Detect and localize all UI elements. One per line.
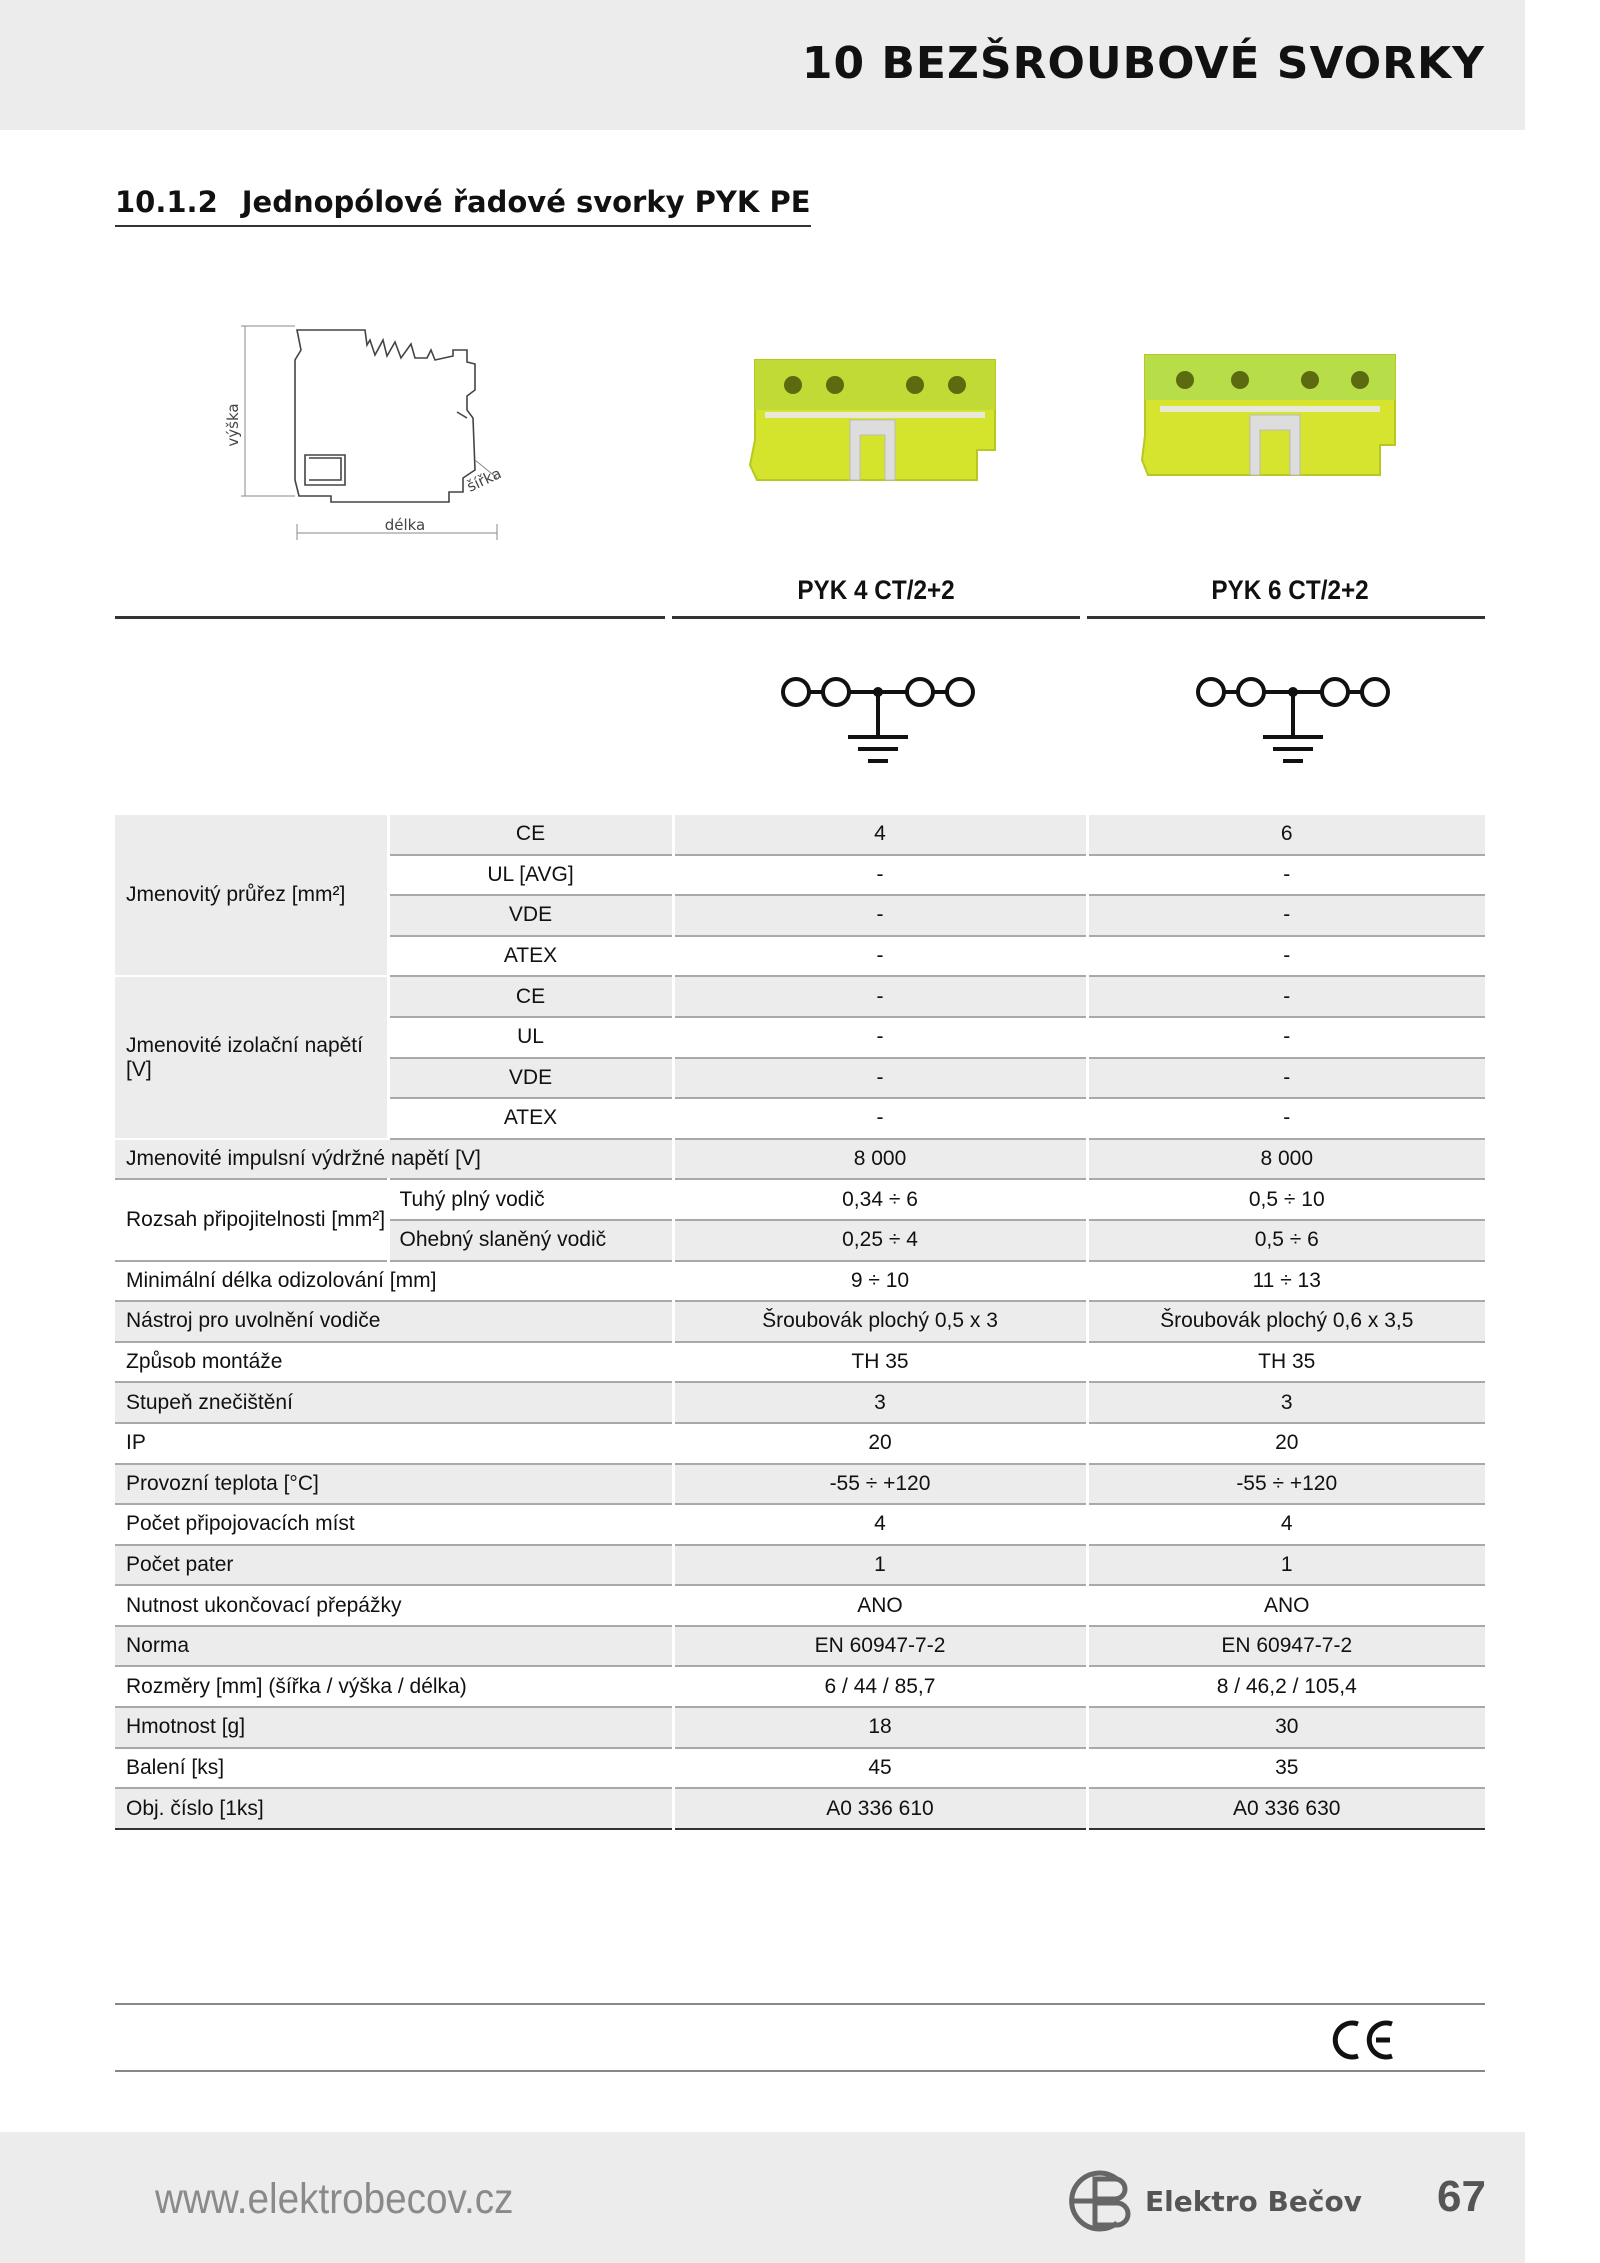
value-pyk4: 4	[673, 1504, 1087, 1545]
height-label: výška	[224, 403, 242, 447]
value-pyk6: -	[1087, 976, 1485, 1017]
row-sublabel: CE	[388, 815, 673, 855]
table-row	[115, 1423, 1485, 1464]
product-photo-pyk4	[745, 340, 1005, 490]
section-number: 10.1.2	[115, 185, 218, 219]
row-sublabel: ATEX	[388, 936, 673, 977]
table-row	[115, 1464, 1485, 1505]
row-label: Počet připojovacích míst	[115, 1504, 673, 1545]
product-name-pyk6: PYK 6 CT/2+2	[1211, 575, 1369, 605]
value-pyk4: Šroubovák plochý 0,5 x 3	[673, 1301, 1087, 1342]
row-label: Obj. číslo [1ks]	[115, 1788, 673, 1829]
value-pyk4: TH 35	[673, 1342, 1087, 1383]
table-row	[115, 1666, 1485, 1707]
certification-rule-bottom	[115, 2070, 1485, 2072]
row-sublabel: ATEX	[388, 1098, 673, 1139]
width-label: šířka	[464, 464, 505, 496]
row-sublabel: Tuhý plný vodič	[388, 1179, 673, 1220]
product-name-pyk4: PYK 4 CT/2+2	[797, 575, 955, 605]
table-row	[115, 1382, 1485, 1423]
value-pyk6: 3	[1087, 1382, 1485, 1423]
specification-table	[115, 815, 1485, 1830]
value-pyk4: 9 ÷ 10	[673, 1261, 1087, 1302]
value-pyk6: 4	[1087, 1504, 1485, 1545]
value-pyk4: 3	[673, 1382, 1087, 1423]
value-pyk6: 1	[1087, 1545, 1485, 1586]
brand-name: Elektro Bečov	[1145, 2184, 1362, 2218]
section-title: Jednopólové řadové svorky PYK PE	[241, 185, 811, 219]
table-row	[115, 1342, 1485, 1383]
value-pyk4: EN 60947-7-2	[673, 1626, 1087, 1667]
row-label: Rozměry [mm] (šířka / výška / délka)	[115, 1666, 673, 1707]
value-pyk6: 6	[1087, 815, 1485, 855]
row-label: Hmotnost [g]	[115, 1707, 673, 1748]
value-pyk4: -	[673, 1058, 1087, 1099]
row-label: Počet pater	[115, 1545, 673, 1586]
value-pyk4: -55 ÷ +120	[673, 1464, 1087, 1505]
chapter-title: 10 BEZŠROUBOVÉ SVORKY	[801, 38, 1485, 89]
value-pyk6: 30	[1087, 1707, 1485, 1748]
row-sublabel: UL [AVG]	[388, 855, 673, 896]
table-row	[115, 1261, 1485, 1302]
table-row	[115, 1139, 1485, 1180]
value-pyk6: ANO	[1087, 1585, 1485, 1626]
value-pyk6: -	[1087, 1058, 1485, 1099]
value-pyk6: 35	[1087, 1748, 1485, 1789]
product-photo-pyk6	[1140, 340, 1400, 490]
value-pyk4: -	[673, 976, 1087, 1017]
page-number: 67	[1437, 2172, 1486, 2221]
value-pyk6: 20	[1087, 1423, 1485, 1464]
value-pyk4: 18	[673, 1707, 1087, 1748]
table-row	[115, 976, 1485, 1017]
value-pyk4: 6 / 44 / 85,7	[673, 1666, 1087, 1707]
value-pyk4: -	[673, 855, 1087, 896]
row-label: Rozsah připojitelnosti [mm²]	[115, 1179, 388, 1260]
value-pyk4: -	[673, 936, 1087, 977]
table-row	[115, 1707, 1485, 1748]
row-sublabel: UL	[388, 1017, 673, 1058]
value-pyk6: A0 336 630	[1087, 1788, 1485, 1829]
value-pyk4: 0,25 ÷ 4	[673, 1220, 1087, 1261]
row-label: Jmenovité izolační napětí [V]	[115, 976, 388, 1138]
value-pyk6: TH 35	[1087, 1342, 1485, 1383]
value-pyk6: 11 ÷ 13	[1087, 1261, 1485, 1302]
ce-mark-icon	[1328, 2018, 1398, 2062]
value-pyk6: 8 000	[1087, 1139, 1485, 1180]
value-pyk4: 0,34 ÷ 6	[673, 1179, 1087, 1220]
row-sublabel: Ohebný slaněný vodič	[388, 1220, 673, 1261]
value-pyk4: 8 000	[673, 1139, 1087, 1180]
table-row	[115, 1545, 1485, 1586]
value-pyk4: 45	[673, 1748, 1087, 1789]
table-row	[115, 1301, 1485, 1342]
row-sublabel: VDE	[388, 895, 673, 936]
value-pyk4: ANO	[673, 1585, 1087, 1626]
row-label: Minimální délka odizolování [mm]	[115, 1261, 673, 1302]
value-pyk4: -	[673, 1017, 1087, 1058]
value-pyk6: -	[1087, 855, 1485, 896]
certification-rule-top	[115, 2003, 1485, 2005]
table-row	[115, 815, 1485, 855]
value-pyk6: 0,5 ÷ 6	[1087, 1220, 1485, 1261]
value-pyk6: 8 / 46,2 / 105,4	[1087, 1666, 1485, 1707]
value-pyk4: -	[673, 895, 1087, 936]
header-rule-left	[115, 616, 665, 619]
value-pyk4: 1	[673, 1545, 1087, 1586]
table-row	[115, 1179, 1485, 1220]
value-pyk6: 0,5 ÷ 10	[1087, 1179, 1485, 1220]
row-label: Jmenovité impulsní výdržné napětí [V]	[115, 1139, 673, 1180]
row-label: Stupeň znečištění	[115, 1382, 673, 1423]
row-label: Provozní teplota [°C]	[115, 1464, 673, 1505]
section-heading	[115, 185, 811, 227]
header-rule-right	[1087, 616, 1485, 619]
header-rule-mid	[672, 616, 1080, 619]
value-pyk6: -	[1087, 1098, 1485, 1139]
value-pyk6: EN 60947-7-2	[1087, 1626, 1485, 1667]
row-sublabel: CE	[388, 976, 673, 1017]
wiring-symbol-pyk6	[1193, 665, 1393, 770]
brand-logo-icon	[1065, 2165, 1137, 2237]
row-sublabel: VDE	[388, 1058, 673, 1099]
table-row	[115, 1504, 1485, 1545]
value-pyk6: -	[1087, 936, 1485, 977]
value-pyk6: -	[1087, 895, 1485, 936]
terminal-dimension-drawing	[205, 300, 615, 545]
row-label: Jmenovitý průřez [mm²]	[115, 815, 388, 976]
table-row	[115, 1585, 1485, 1626]
value-pyk6: Šroubovák plochý 0,6 x 3,5	[1087, 1301, 1485, 1342]
table-row	[115, 1626, 1485, 1667]
table-row	[115, 1748, 1485, 1789]
row-label: Nástroj pro uvolnění vodiče	[115, 1301, 673, 1342]
table-row	[115, 1788, 1485, 1829]
row-label: Balení [ks]	[115, 1748, 673, 1789]
value-pyk6: -55 ÷ +120	[1087, 1464, 1485, 1505]
brand-logo	[1065, 2165, 1362, 2237]
footer-website-link[interactable]: www.elektrobecov.cz	[155, 2175, 514, 2223]
length-label: délka	[384, 516, 426, 534]
value-pyk4: A0 336 610	[673, 1788, 1087, 1829]
row-label: Norma	[115, 1626, 673, 1667]
value-pyk6: -	[1087, 1017, 1485, 1058]
wiring-symbol-pyk4	[778, 665, 978, 770]
value-pyk4: 20	[673, 1423, 1087, 1464]
row-label: IP	[115, 1423, 673, 1464]
row-label: Nutnost ukončovací přepážky	[115, 1585, 673, 1626]
row-label: Způsob montáže	[115, 1342, 673, 1383]
value-pyk4: 4	[673, 815, 1087, 855]
value-pyk4: -	[673, 1098, 1087, 1139]
